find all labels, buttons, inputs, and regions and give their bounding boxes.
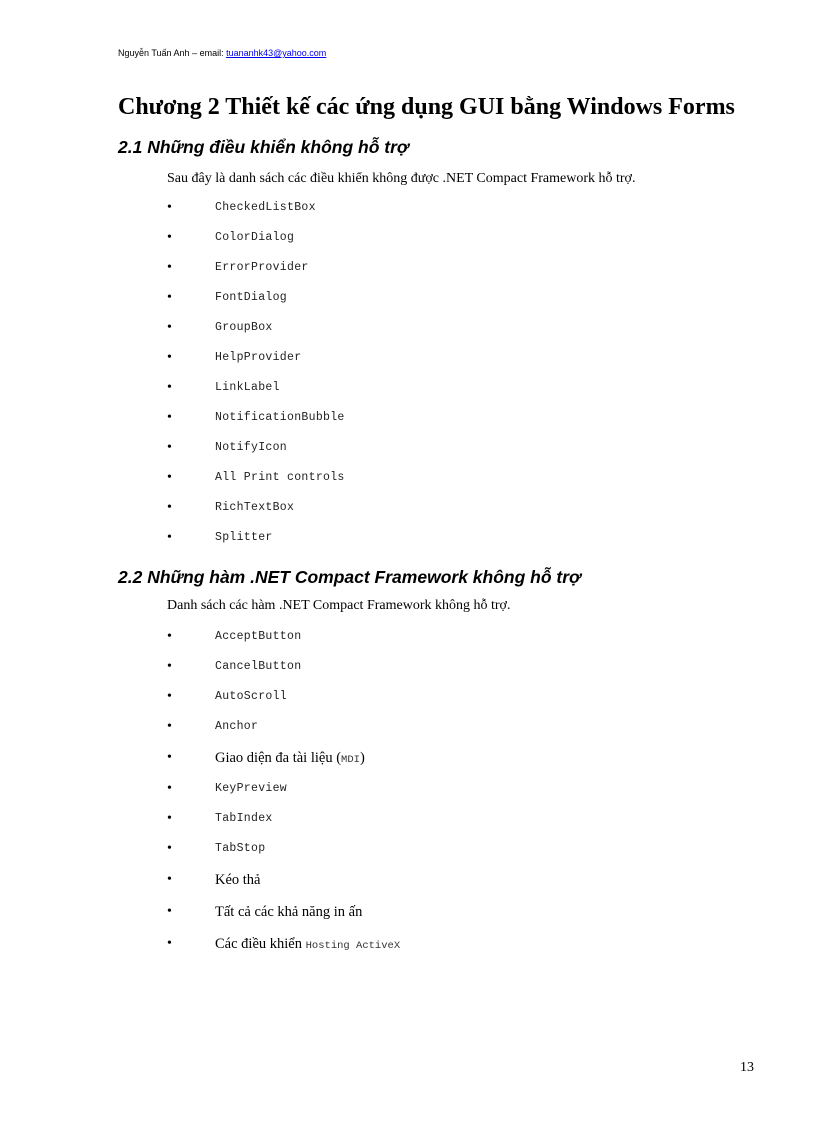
mdi-close-paren: ) xyxy=(359,750,365,766)
list-item-text: Splitter xyxy=(215,531,273,544)
bullet: • xyxy=(167,440,172,455)
bullet: • xyxy=(167,320,172,335)
bullet: • xyxy=(167,200,172,215)
list-item-text: CheckedListBox xyxy=(215,201,316,214)
list-item-text: AcceptButton xyxy=(215,630,302,643)
header-email-link[interactable]: tuananhk43@yahoo.com xyxy=(226,48,327,58)
list-item-text: LinkLabel xyxy=(215,381,280,394)
list-item-text: KeyPreview xyxy=(215,782,288,795)
list-item-text: Anchor xyxy=(215,720,259,733)
bullet: • xyxy=(167,904,172,919)
list-item-text: NotifyIcon xyxy=(215,441,288,454)
list-item-text: TabStop xyxy=(215,842,266,855)
section-title-2-1: 2.1 Những điều khiển không hỗ trợ xyxy=(118,137,409,157)
bullet: • xyxy=(167,659,172,674)
bullet: • xyxy=(167,936,172,951)
list-item-text: ColorDialog xyxy=(215,231,295,244)
list-item-text: TabIndex xyxy=(215,812,273,825)
header-author: Nguyễn Tuấn Anh – email: xyxy=(118,48,227,58)
list-item-text: RichTextBox xyxy=(215,501,295,514)
list-item-text: HelpProvider xyxy=(215,351,302,364)
bullet: • xyxy=(167,750,172,765)
list-item-text: ErrorProvider xyxy=(215,261,309,274)
section-intro-2-2: Danh sách các hàm .NET Compact Framework không hỗ trợ. xyxy=(167,598,511,613)
mdi-code: MDI xyxy=(341,754,360,766)
section-title-2-2: 2.2 Những hàm .NET Compact Framework không hỗ trợ xyxy=(118,567,581,587)
bullet: • xyxy=(167,530,172,545)
chapter-title: Chương 2 Thiết kế các ứng dụng GUI bằng Windows Forms xyxy=(118,94,735,120)
list-item-text xyxy=(215,928,400,962)
list-item-text: CancelButton xyxy=(215,660,302,673)
bullet: • xyxy=(167,811,172,826)
bullet: • xyxy=(167,380,172,395)
bullet: • xyxy=(167,230,172,245)
bullet: • xyxy=(167,872,172,887)
bullet: • xyxy=(167,629,172,644)
activex-code: Hosting ActiveX xyxy=(305,940,401,952)
bullet: • xyxy=(167,290,172,305)
bullet: • xyxy=(167,260,172,275)
bullet: • xyxy=(167,500,172,515)
page-header xyxy=(118,48,326,58)
bullet: • xyxy=(167,689,172,704)
bullet: • xyxy=(167,350,172,365)
list-item-text: GroupBox xyxy=(215,321,273,334)
bullet: • xyxy=(167,470,172,485)
list-item-text: NotificationBubble xyxy=(215,411,345,424)
bullet: • xyxy=(167,719,172,734)
bullet: • xyxy=(167,841,172,856)
list-item-text: All Print controls xyxy=(215,471,345,484)
mdi-label: Giao diện đa tài liệu ( xyxy=(215,750,342,766)
bullet: • xyxy=(167,410,172,425)
page-number: 13 xyxy=(740,1060,754,1075)
list-item-text: FontDialog xyxy=(215,291,288,304)
section-intro-2-1: Sau đây là danh sách các điều khiển không được .NET Compact Framework hỗ trợ. xyxy=(167,171,636,186)
list-item-text: Kéo thả xyxy=(215,872,261,888)
list-item-text: Tất cả các khả năng in ấn xyxy=(215,904,363,920)
activex-label: Các điều khiển xyxy=(215,936,306,952)
list-item-text xyxy=(215,742,365,776)
bullet: • xyxy=(167,781,172,796)
list-item-text: AutoScroll xyxy=(215,690,288,703)
